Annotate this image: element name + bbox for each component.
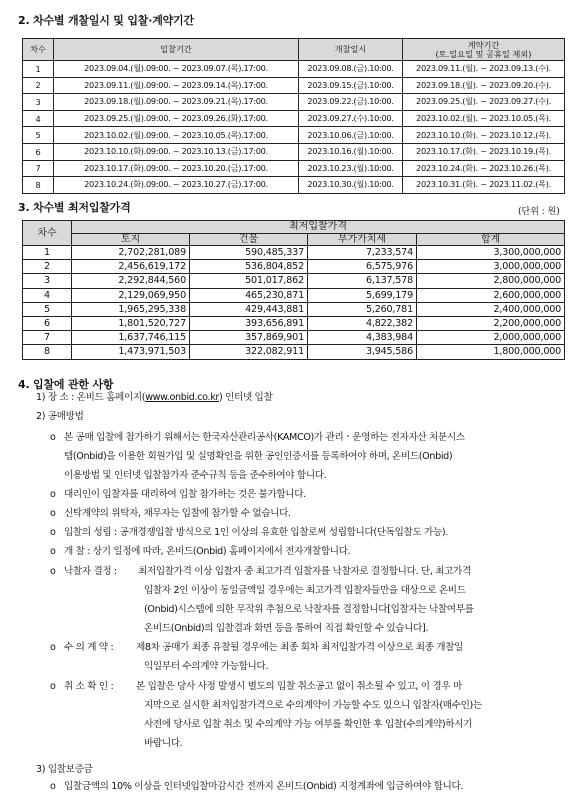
bullet-icon: ο [50,781,56,792]
total-cell: 3,300,000,000 [417,246,565,260]
total-cell: 2,800,000,000 [417,274,565,288]
vat-cell: 6,575,976 [308,260,417,274]
opening-cell: 2023.09.15.(금).10:00. [299,77,403,94]
header-contract-period [403,39,565,61]
vat-cell: 6,137,578 [308,274,417,288]
land-cell: 1,965,295,338 [72,302,190,316]
method-4: 입찰의 성립 : 공개경쟁입찰 방식으로 1인 이상의 유효한 입찰로써 성립합니다(단독입찰도 가능). [64,527,448,538]
round-cell: 4 [23,288,72,302]
land-cell: 1,801,520,727 [72,316,190,330]
round-cell: 2 [23,260,72,274]
price-row [23,316,565,330]
schedule-row [23,127,565,144]
price-row [23,345,565,359]
contract-period-cell: 2023.09.25.(월). ~ 2023.09.27.(수). [403,94,565,111]
round-cell: 2 [23,77,54,94]
schedule-table-body [23,61,565,194]
method-8-line-3: 사전에 당사로 입찰 취소 및 수의계약 가능 여부를 확인한 후 입찰(수의계약)하시기 [144,719,473,730]
building-cell: 465,230,871 [190,288,308,302]
header-land: 토지 [72,233,190,246]
method-8-line-2: 지막으로 실시한 최저입찰가격으로 수의계약이 가능할 수도 있으니 입찰자(매수인)는 [144,700,482,711]
price-header-row-2 [23,233,565,246]
method-3: 신탁계약의 위탁자, 채무자는 입찰에 참가할 수 없습니다. [64,508,291,519]
price-row [23,288,565,302]
round-cell: 8 [23,345,72,359]
header-building: 건물 [190,233,308,246]
header-min-price: 최저입찰가격 [72,221,565,234]
bullet-icon: ο [50,546,56,557]
round-cell: 5 [23,127,54,144]
land-cell: 2,456,619,172 [72,260,190,274]
bid-period-cell: 2023.09.11.(월).09:00. ~ 2023.09.14.(목).17:00. [54,77,299,94]
vat-cell: 5,260,781 [308,302,417,316]
round-cell: 4 [23,110,54,127]
round-cell: 3 [23,274,72,288]
method-8-label: 취 소 확 인 : [64,681,114,692]
bullet-icon: ο [50,508,56,519]
opening-cell: 2023.09.08.(금).10:00. [299,61,403,78]
round-cell: 8 [23,177,54,194]
header-price-round: 차수 [23,221,72,246]
bullet-icon: ο [50,432,56,443]
opening-cell: 2023.09.22.(금).10:00. [299,94,403,111]
section-2-heading: 2. 차수별 개찰일시 및 입찰·계약기간 [18,14,194,27]
total-cell: 2,000,000,000 [417,331,565,345]
min-price-table-body [23,246,565,360]
header-contract-line2: (토.일요일 및 공휴일 제외) [435,48,532,59]
section-4-heading: 4. 입찰에 관한 사항 [18,378,114,391]
round-cell: 5 [23,302,72,316]
building-cell: 357,869,901 [190,331,308,345]
method-6-label: 낙찰자 결정 : [64,566,117,577]
method-5: 개 찰 : 상기 일정에 따라, 온비드(Onbid) 홈페이지에서 전자개찰합니다. [64,546,351,557]
vat-cell: 5,699,179 [308,288,417,302]
schedule-row [23,61,565,78]
bullet-icon: ο [50,489,56,500]
bullet-icon: ο [50,681,56,692]
bullet-icon: ο [50,566,56,577]
bid-period-cell: 2023.09.04.(월).09:00. ~ 2023.09.07.(목).17:00. [54,61,299,78]
land-cell: 2,129,069,950 [72,288,190,302]
contract-period-cell: 2023.10.02.(월). ~ 2023.10.05.(목). [403,110,565,127]
opening-cell: 2023.10.30.(월).10:00. [299,177,403,194]
schedule-table [22,38,565,194]
bid-period-cell: 2023.10.24.(화).09:00. ~ 2023.10.27.(금).17:00. [54,177,299,194]
bid-period-cell: 2023.10.17.(화).09:00. ~ 2023.10.20.(금).17:00. [54,160,299,177]
total-cell: 3,000,000,000 [417,260,565,274]
opening-cell: 2023.09.27.(수).10:00. [299,110,403,127]
contract-period-cell: 2023.10.17.(화). ~ 2023.10.19.(목). [403,143,565,160]
header-total: 합계 [417,233,565,246]
building-cell: 322,082,911 [190,345,308,359]
opening-cell: 2023.10.23.(월).10:00. [299,160,403,177]
opening-cell: 2023.10.06.(금).10:00. [299,127,403,144]
bid-place [36,388,272,407]
price-header-row-1 [23,221,565,234]
price-row [23,331,565,345]
land-cell: 2,292,844,560 [72,274,190,288]
schedule-row [23,160,565,177]
contract-period-cell: 2023.09.11.(월). ~ 2023.09.13.(수). [403,61,565,78]
bid-period-cell: 2023.09.25.(월).09:00. ~ 2023.09.26.(화).17:00. [54,110,299,127]
bid-place-suffix: ) 인터넷 입찰 [219,392,273,403]
round-cell: 7 [23,160,54,177]
contract-period-cell: 2023.10.24.(화). ~ 2023.10.26.(목). [403,160,565,177]
contract-period-cell: 2023.10.31.(화). ~ 2023.11.02.(목). [403,177,565,194]
vat-cell: 3,945,586 [308,345,417,359]
header-opening: 개찰일시 [299,39,403,61]
contract-period-cell: 2023.10.10.(화). ~ 2023.10.12.(목). [403,127,565,144]
schedule-row [23,77,565,94]
method-heading: 2) 공매방법 [36,411,84,422]
method-1-line-3: 이용방법 및 인터넷 입찰참가자 준수규칙 등을 준수하여야 합니다. [64,470,327,481]
building-cell: 501,017,862 [190,274,308,288]
schedule-row [23,94,565,111]
schedule-header-row [23,39,565,61]
round-cell: 6 [23,316,72,330]
bullet-icon: ο [50,642,56,653]
header-contract-line1: 계약기간 [467,39,500,50]
min-price-table [22,220,565,360]
round-cell: 6 [23,143,54,160]
price-row [23,302,565,316]
method-6-line-3: (Onbid)시스템에 의한 무작위 추첨으로 낙찰자를 결정합니다[입찰자는 낙찰여부를 [144,604,474,615]
vat-cell: 4,822,382 [308,316,417,330]
total-cell: 2,600,000,000 [417,288,565,302]
deposit-1: 입찰금액의 10% 이상을 인터넷입찰마감시간 전까지 온비드(Onbid) 지정계좌에 입금하여야 합니다. [64,781,464,792]
method-1-line-2: 템(Onbid)을 이용한 회원가입 및 실명확인을 위한 공인인증서를 등록하여야 하며, 온비드(Onbid) [64,451,453,462]
round-cell: 3 [23,94,54,111]
method-7-label: 수 의 계 약 : [64,642,114,653]
bid-place-prefix: 1) 장 소 : 온비드 홈페이지( [36,392,146,403]
building-cell: 536,804,852 [190,260,308,274]
deposit-heading: 3) 입찰보증금 [36,764,93,775]
building-cell: 590,485,337 [190,246,308,260]
method-7-line-1: 제8차 공매가 최종 유찰될 경우에는 최종 회차 최저입찰가격 이상으로 최종 개찰일 [136,642,464,653]
building-cell: 393,656,891 [190,316,308,330]
method-1-line-1: 본 공매 입찰에 참가하기 위해서는 한국자산관리공사(KAMCO)가 관리ㆍ운영하는 전자자산 처분시스 [64,432,465,443]
vat-cell: 4,383,984 [308,331,417,345]
total-cell: 2,400,000,000 [417,302,565,316]
method-6-line-2: 입찰자 2인 이상이 동일금액일 경우에는 최고가격 입찰자들만을 대상으로 온비드 [144,585,466,596]
schedule-row [23,110,565,127]
header-vat: 부가가치세 [308,233,417,246]
bullet-icon: ο [50,527,56,538]
schedule-row [23,177,565,194]
land-cell: 1,473,971,503 [72,345,190,359]
round-cell: 1 [23,246,72,260]
total-cell: 1,800,000,000 [417,345,565,359]
round-cell: 7 [23,331,72,345]
method-2: 대리인이 입찰자를 대리하여 입찰 참가하는 것은 불가합니다. [64,489,306,500]
building-cell: 429,443,881 [190,302,308,316]
bid-period-cell: 2023.10.10.(화).09:00. ~ 2023.10.13.(금).17:00. [54,143,299,160]
onbid-link[interactable]: www.onbid.co.kr [145,392,220,403]
method-8-line-1: 본 입찰은 당사 사정 발생시 별도의 입찰 취소공고 없이 취소될 수 있고, 이 경우 마 [136,681,462,692]
header-round: 차수 [23,39,54,61]
section-3-heading: 3. 차수별 최저입찰가격 [18,201,131,214]
vat-cell: 7,233,574 [308,246,417,260]
method-6-line-4: 온비드(Onbid)의 입찰결과 화면 등을 통하여 직접 확인할 수 있습니다]. [144,623,429,634]
total-cell: 2,200,000,000 [417,316,565,330]
price-row [23,260,565,274]
opening-cell: 2023.10.16.(월).10:00. [299,143,403,160]
method-8-line-4: 바랍니다. [144,738,183,749]
land-cell: 1,637,746,115 [72,331,190,345]
schedule-row [23,143,565,160]
method-7-line-2: 익일부터 수의계약 가능합니다. [144,661,269,672]
unit-label: (단위 : 원) [518,207,560,217]
method-6-line-1: 최저입찰가격 이상 입찰자 중 최고가격 입찰자를 낙찰자로 결정합니다. 단, 최고가격 [138,566,471,577]
bid-period-cell: 2023.10.02.(월).09:00. ~ 2023.10.05.(목).17:00. [54,127,299,144]
land-cell: 2,702,281,089 [72,246,190,260]
price-row [23,274,565,288]
bid-period-cell: 2023.09.18.(월).09:00. ~ 2023.09.21.(목).17:00. [54,94,299,111]
header-bid-period: 입찰기간 [54,39,299,61]
contract-period-cell: 2023.09.18.(월). ~ 2023.09.20.(수). [403,77,565,94]
price-row [23,246,565,260]
round-cell: 1 [23,61,54,78]
